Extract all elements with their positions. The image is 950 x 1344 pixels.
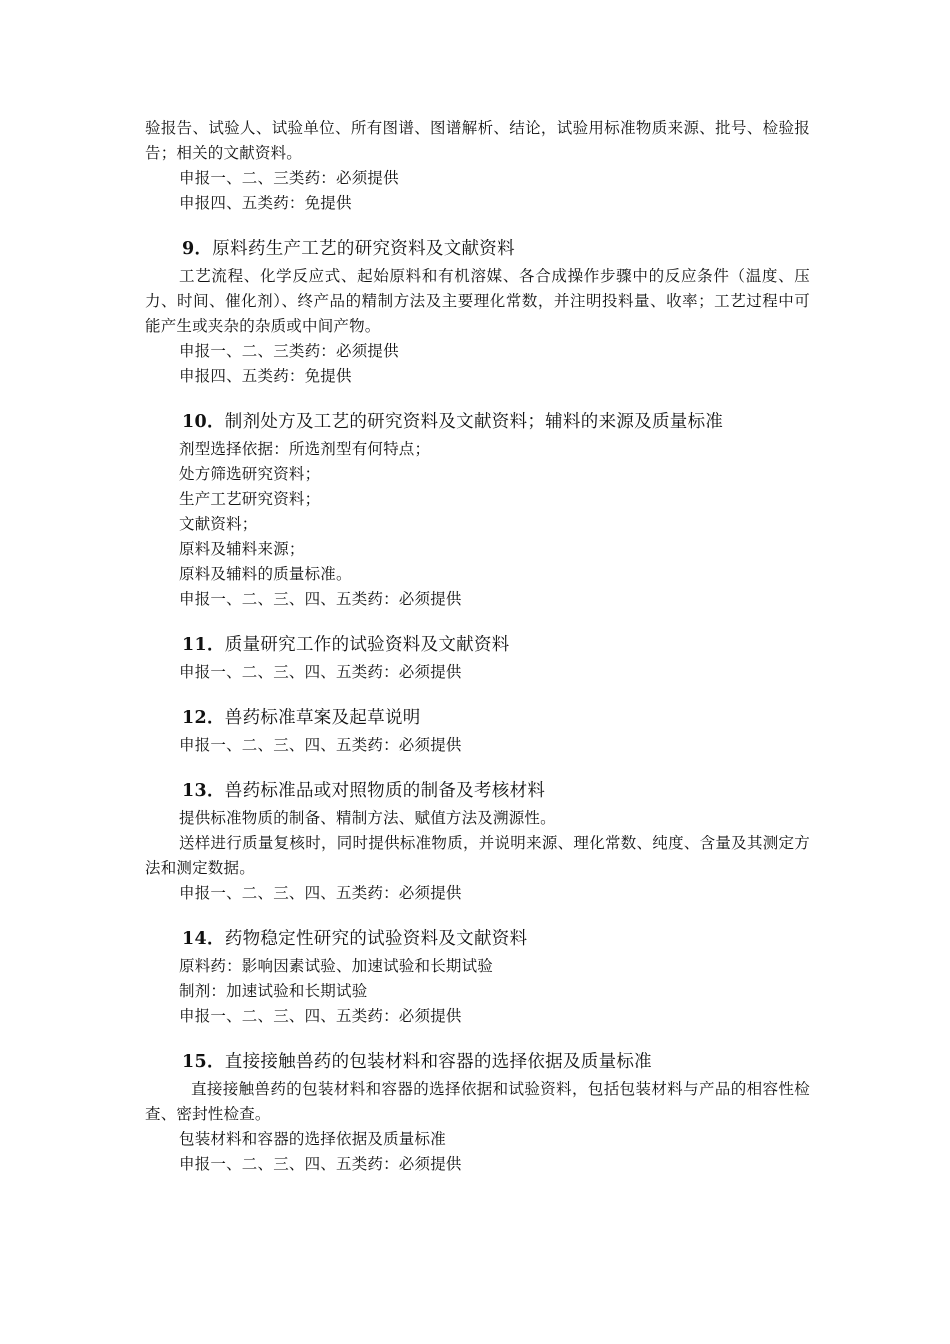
- section-number: 12: [182, 708, 207, 728]
- requirement-line: 申报一、二、三、四、五类药：必须提供: [179, 663, 462, 681]
- requirement-line: 申报四、五类药：免提供: [179, 194, 352, 212]
- section-number: 11: [182, 635, 207, 655]
- document-body: [145, 116, 810, 1177]
- intro-paragraph: 验报告、试验人、试验单位、所有图谱、图谱解析、结论，试验用标准物质来源、批号、检验报告；相关的文献资料。: [145, 119, 810, 162]
- section-number-suffix: ．: [206, 412, 225, 432]
- list-item: 制剂：加速试验和长期试验: [179, 982, 368, 1000]
- requirement-line: 申报一、二、三、四、五类药：必须提供: [179, 736, 462, 754]
- section-number-suffix: ．: [194, 239, 213, 259]
- list-item: 文献资料；: [179, 515, 258, 533]
- list-item: 处方筛选研究资料；: [179, 465, 321, 483]
- section-heading-13: [145, 776, 810, 806]
- section-paragraph: 直接接触兽药的包装材料和容器的选择依据和试验资料，包括包装材料与产品的相容性检查、密封性检查。: [145, 1080, 810, 1123]
- list-item: 原料及辅料的质量标准。: [179, 565, 352, 583]
- section-line: 包装材料和容器的选择依据及质量标准: [179, 1130, 446, 1148]
- section-title: 兽药标准草案及起草说明: [224, 708, 421, 728]
- requirement-line: 申报一、二、三、四、五类药：必须提供: [179, 1155, 462, 1173]
- section-heading-12: [145, 703, 810, 733]
- section-number-suffix: ．: [206, 708, 225, 728]
- section-number-suffix: ．: [206, 929, 225, 949]
- requirement-line: 申报一、二、三、四、五类药：必须提供: [179, 884, 462, 902]
- section-line: 提供标准物质的制备、精制方法、赋值方法及溯源性。: [179, 809, 556, 827]
- requirement-line: 申报四、五类药：免提供: [179, 367, 352, 385]
- section-number-suffix: ．: [206, 781, 225, 801]
- section-number: 15: [182, 1052, 207, 1072]
- section-paragraph: 工艺流程、化学反应式、起始原料和有机溶媒、各合成操作步骤中的反应条件（温度、压力、时间、催化剂）、终产品的精制方法及主要理化常数，并注明投料量、收率；工艺过程中可能产生或夹杂的杂质或中间产物。: [145, 267, 810, 335]
- section-number: 13: [182, 781, 207, 801]
- section-number: 10: [182, 412, 207, 432]
- section-title: 兽药标准品或对照物质的制备及考核材料: [224, 781, 546, 801]
- section-title: 直接接触兽药的包装材料和容器的选择依据及质量标准: [224, 1052, 652, 1072]
- section-title: 制剂处方及工艺的研究资料及文献资料；辅料的来源及质量标准: [224, 412, 724, 432]
- section-paragraph: 送样进行质量复核时，同时提供标准物质，并说明来源、理化常数、纯度、含量及其测定方法和测定数据。: [145, 834, 810, 877]
- section-number: 14: [182, 929, 207, 949]
- list-item: 剂型选择依据：所选剂型有何特点；: [179, 440, 431, 458]
- section-heading-9: [145, 234, 810, 264]
- list-item: 原料及辅料来源；: [179, 540, 305, 558]
- section-number: 9: [182, 239, 195, 259]
- requirement-line: 申报一、二、三、四、五类药：必须提供: [179, 590, 462, 608]
- section-title: 质量研究工作的试验资料及文献资料: [224, 635, 510, 655]
- section-number-suffix: ．: [206, 1052, 225, 1072]
- section-title: 药物稳定性研究的试验资料及文献资料: [224, 929, 528, 949]
- list-item: 原料药：影响因素试验、加速试验和长期试验: [179, 957, 494, 975]
- section-title: 原料药生产工艺的研究资料及文献资料: [212, 239, 515, 259]
- section-heading-11: [145, 630, 810, 660]
- list-item: 生产工艺研究资料；: [179, 490, 321, 508]
- requirement-line: 申报一、二、三类药：必须提供: [179, 169, 399, 187]
- requirement-line: 申报一、二、三类药：必须提供: [179, 342, 399, 360]
- section-heading-15: [145, 1047, 810, 1077]
- requirement-line: 申报一、二、三、四、五类药：必须提供: [179, 1007, 462, 1025]
- section-number-suffix: ．: [206, 635, 225, 655]
- section-heading-10: [145, 407, 810, 437]
- section-heading-14: [145, 924, 810, 954]
